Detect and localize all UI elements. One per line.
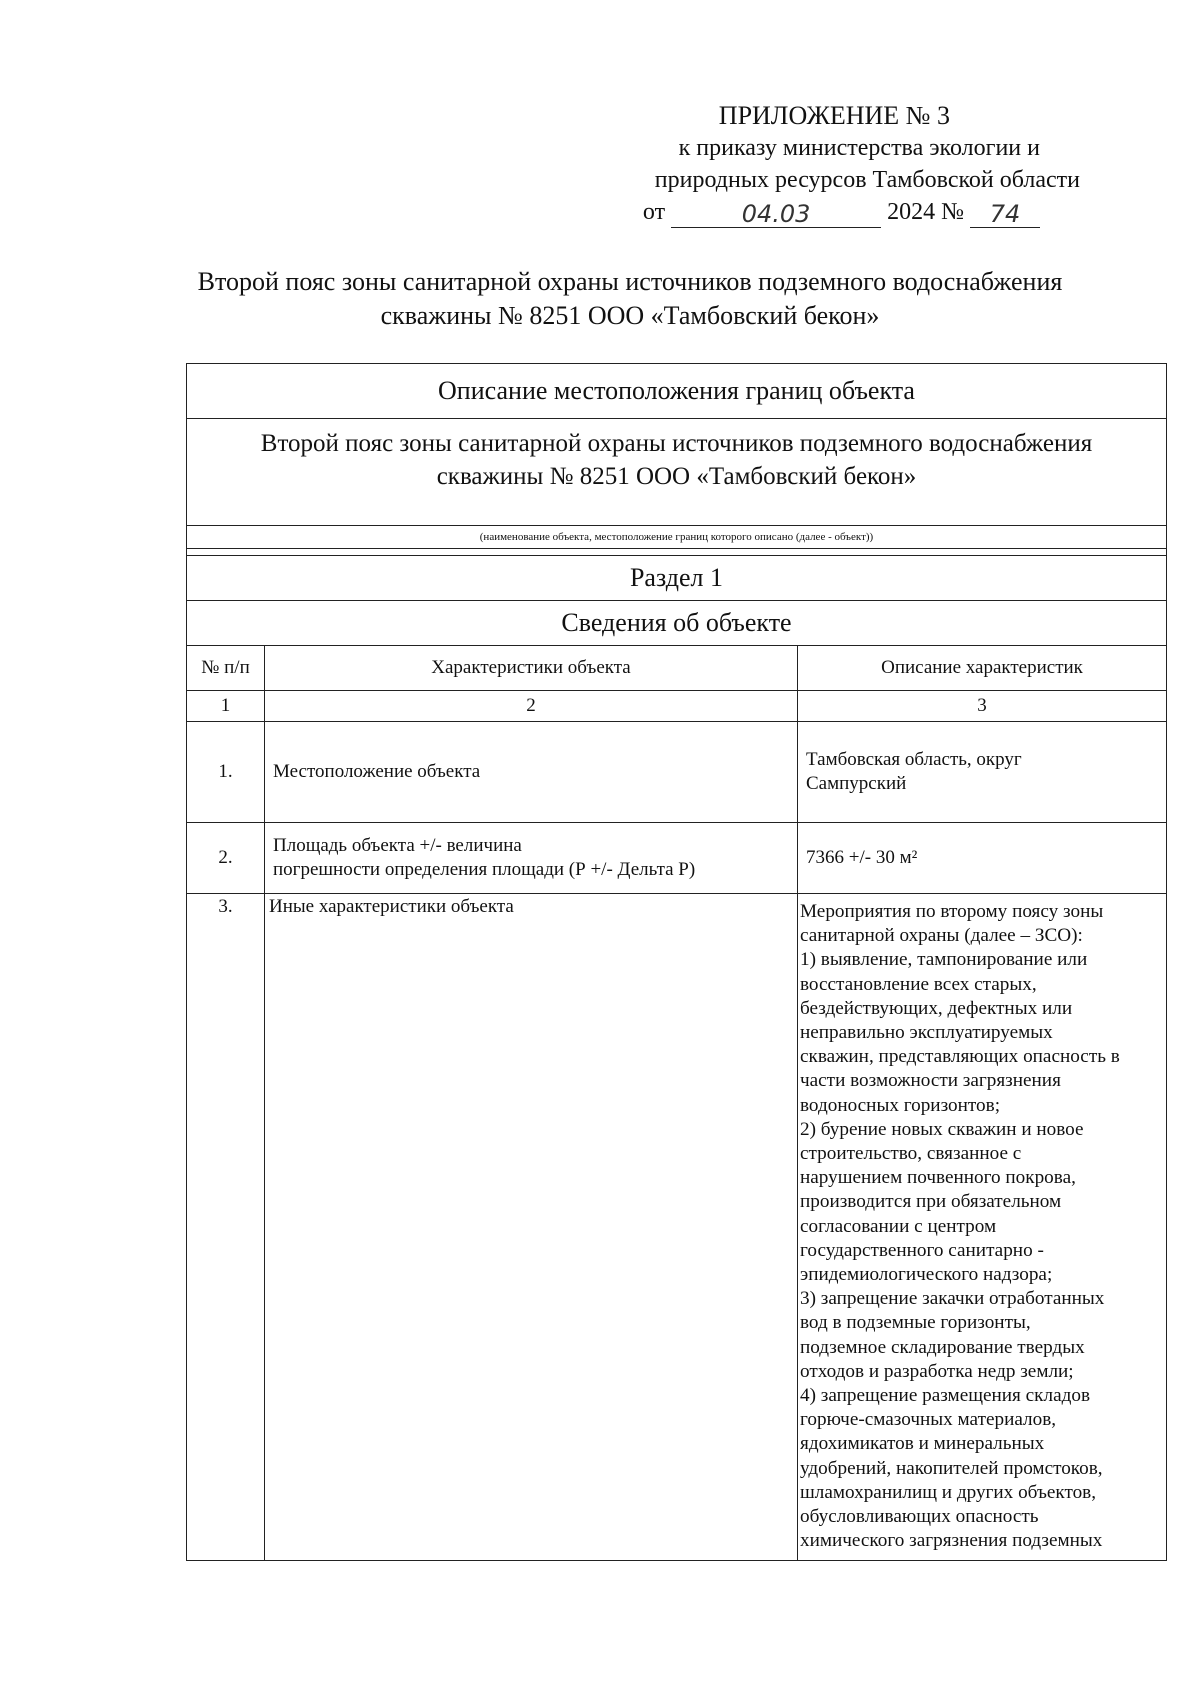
from-label: от	[642, 199, 666, 225]
object-name-line-2: скважины № 8251 ООО «Тамбовский бекон»	[436, 463, 917, 490]
description-header: Описание местоположения границ объекта	[187, 364, 1167, 419]
handwritten-number: 74	[970, 201, 1040, 228]
row-number: 1.	[187, 722, 265, 823]
measure-line: восстановление всех старых,	[800, 973, 1037, 995]
appendix-date-line	[560, 196, 1080, 228]
column-header-number: № п/п	[187, 646, 265, 691]
measure-line: водоносных горизонтов;	[800, 1094, 1001, 1116]
measure-line: горюче-смазочных материалов,	[800, 1409, 1057, 1431]
measure-line: 3) запрещение закачки отработанных	[800, 1288, 1105, 1310]
measure-line: удобрений, накопителей промстоков,	[800, 1457, 1103, 1479]
measure-line: согласовании с центром	[800, 1215, 997, 1237]
measure-line: бездействующих, дефектных или	[800, 997, 1073, 1019]
year-label: 2024 №	[887, 199, 964, 225]
row-value-line-2: Сампурский	[806, 773, 907, 794]
measure-line: подземное складирование твердых	[800, 1336, 1085, 1358]
measure-line: производится при обязательном	[800, 1191, 1062, 1213]
row-number: 3.	[187, 894, 265, 1561]
column-header-description: Описание характеристик	[798, 646, 1167, 691]
measure-line: вод в подземные горизонты,	[800, 1312, 1031, 1334]
measure-line: обусловливающих опасность	[800, 1506, 1039, 1528]
measure-line: эпидемиологического надзора;	[800, 1264, 1053, 1286]
document-title-line-2: скважины № 8251 ООО «Тамбовский бекон»	[380, 301, 880, 330]
row-value: 7366 +/- 30 м²	[798, 823, 1167, 894]
document-title	[190, 265, 1070, 333]
measure-line: 4) запрещение размещения складов	[800, 1385, 1091, 1407]
measure-line: части возможности загрязнения	[800, 1070, 1061, 1092]
object-name	[187, 419, 1167, 526]
row-label: Иные характеристики объекта	[265, 894, 798, 1561]
row-label	[265, 823, 798, 894]
column-header-characteristics: Характеристики объекта	[265, 646, 798, 691]
object-name-line-1: Второй пояс зоны санитарной охраны источников подземного водоснабжения	[260, 430, 1093, 457]
appendix-header	[560, 100, 1080, 228]
column-number-1: 1	[187, 691, 265, 722]
object-description-table	[186, 363, 1167, 1561]
measure-line: строительство, связанное с	[800, 1143, 1022, 1165]
table-row	[187, 894, 1167, 1561]
table-row	[187, 823, 1167, 894]
section-title: Сведения об объекте	[187, 601, 1167, 646]
row-label-line-2: погрешности определения площади (Р +/- Дельта Р)	[273, 859, 696, 880]
measure-line: скважин, представляющих опасность в	[800, 1046, 1120, 1068]
document-title-line-1: Второй пояс зоны санитарной охраны источников подземного водоснабжения	[197, 267, 1063, 296]
row-value	[798, 722, 1167, 823]
spacer-row	[187, 549, 1167, 556]
object-name-caption: (наименование объекта, местоположение границ которого описано (далее - объект))	[187, 526, 1167, 549]
row-label-line-1: Площадь объекта +/- величина	[273, 835, 522, 856]
appendix-line-1: к приказу министерства экологии и	[678, 135, 1040, 161]
section-label: Раздел 1	[187, 556, 1167, 601]
measure-line: неправильно эксплуатируемых	[800, 1022, 1053, 1044]
measures-list	[798, 894, 1167, 1561]
row-value-line-1: Тамбовская область, округ	[806, 749, 1022, 770]
column-number-3: 3	[798, 691, 1167, 722]
column-number-2: 2	[265, 691, 798, 722]
measure-line: отходов и разработка недр земли;	[800, 1360, 1074, 1382]
measure-line: 1) выявление, тампонирование или	[800, 949, 1088, 971]
appendix-line-2: природных ресурсов Тамбовской области	[654, 167, 1080, 193]
appendix-heading: ПРИЛОЖЕНИЕ № 3	[718, 101, 950, 130]
row-number: 2.	[187, 823, 265, 894]
table-row	[187, 722, 1167, 823]
measure-line: санитарной охраны (далее – ЗСО):	[800, 925, 1083, 947]
measure-line: шламохранилищ и других объектов,	[800, 1481, 1097, 1503]
measure-line: химического загрязнения подземных	[800, 1530, 1103, 1552]
measure-line: государственного санитарно -	[800, 1239, 1044, 1261]
measure-line: нарушением почвенного покрова,	[800, 1167, 1076, 1189]
handwritten-date: 04.03	[671, 201, 881, 228]
row-label: Местоположение объекта	[265, 722, 798, 823]
measure-line: ядохимикатов и минеральных	[800, 1433, 1045, 1455]
measure-line: 2) бурение новых скважин и новое	[800, 1118, 1084, 1140]
measure-line: Мероприятия по второму поясу зоны	[800, 901, 1104, 922]
